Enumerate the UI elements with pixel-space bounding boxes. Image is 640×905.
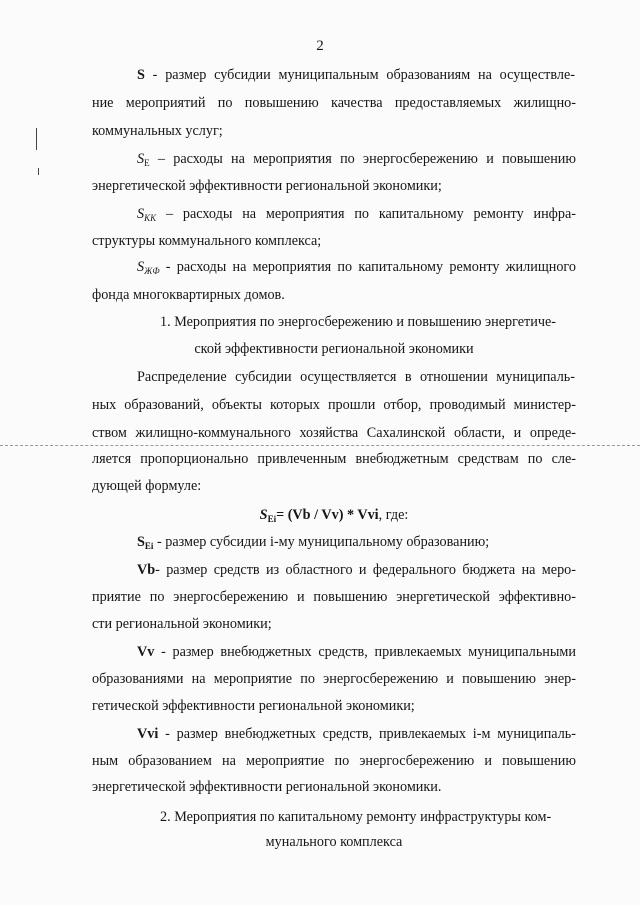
section-1-paragraph-line-5: дующей формуле: (92, 478, 202, 494)
symbol-sei: $S_{Ei}$ (137, 534, 154, 551)
vv-definition-line-1: Vv - размер внебюджетных средств, привлекаемых муниципальными (137, 644, 576, 660)
szhf-definition-line-2: фонда многоквартирных домов. (92, 287, 285, 303)
section-1-paragraph-line-3: ством жилищно-коммунального хозяйства Сахалинской области, и опреде- (92, 425, 576, 441)
page-number: 2 (316, 38, 324, 54)
symbol-s: S (137, 67, 145, 83)
section-1-paragraph-line-2: ных образований, объекты которых прошли отбор, проводимый министер- (92, 397, 576, 413)
section-1-paragraph-line-4: ляется пропорционально привлеченным внебюджетным средствам по сле- (92, 451, 576, 467)
symbol-vb: Vb (137, 562, 156, 578)
szhf-definition-line-1: $S_{ЖФ}$ - расходы на мероприятия по капитальному ремонту жилищного (137, 259, 576, 276)
vb-definition-line-2: приятие по энергосбережению и повышению энергетической эффективно- (92, 589, 576, 605)
vv-definition-line-2: образованиями на мероприятие по энергосбережению и повышению энер- (92, 671, 576, 687)
section-2-heading-line-1: 2. Мероприятия по капитальному ремонту инфраструктуры ком- (160, 809, 552, 825)
section-1-heading-line-2: ской эффективности региональной экономики (194, 341, 474, 357)
section-2-heading-line-2: мунального комплекса (265, 834, 403, 850)
s-definition-line-2: ние мероприятий по повышению качества предоставляемых жилищно- (92, 95, 576, 111)
symbol-vv: Vv (137, 644, 155, 660)
symbol-se: $S_E$ (137, 151, 150, 168)
skk-definition-line-1: $S_{KK}$ – расходы на мероприятия по капитальному ремонту инфра- (137, 206, 576, 223)
section-1-paragraph-line-1: Распределение субсидии осуществляется в отношении муниципаль- (137, 369, 575, 385)
s-definition-line-1: S - размер субсидии муниципальным образованиям на осуществле- (137, 67, 575, 83)
formula-rhs: = (Vb / Vv) * Vvi (276, 507, 379, 523)
margin-mark (36, 128, 37, 150)
margin-mark (38, 168, 39, 175)
vvi-definition-line-3: энергетической эффективности региональной экономики. (92, 779, 442, 795)
formula (92, 506, 576, 524)
skk-definition-line-2: структуры коммунального комплекса; (92, 233, 322, 249)
s-definition-line-3: коммунальных услуг; (92, 123, 223, 139)
symbol-vvi: Vvi (137, 726, 159, 742)
vvi-definition-line-2: ным образованием на мероприятие по энергосбережению и повышению (92, 753, 576, 769)
se-definition-line-2: энергетической эффективности региональной экономики; (92, 178, 442, 194)
se-definition-line-1: $S_E$ – расходы на мероприятия по энергосбережению и повышению (137, 151, 576, 168)
symbol-szhf: $S_{ЖФ}$ (137, 259, 160, 276)
sei-definition: $S_{Ei}$ - размер субсидии i-му муниципальному образованию; (137, 534, 490, 551)
formula-tail: , где: (378, 507, 409, 523)
formula-lhs: $S_{Ei}$ (259, 507, 277, 524)
scan-dashed-line (0, 445, 640, 446)
section-1-heading-line-1: 1. Мероприятия по энергосбережению и повышению энергетиче- (160, 314, 556, 330)
vb-definition-line-1: Vb- размер средств из областного и федерального бюджета на меро- (137, 562, 576, 578)
vv-definition-line-3: гетической эффективности региональной экономики; (92, 698, 415, 714)
symbol-skk: $S_{KK}$ (137, 206, 157, 223)
vvi-definition-line-1: Vvi - размер внебюджетных средств, привлекаемых i-м муниципаль- (137, 726, 576, 742)
vb-definition-line-3: сти региональной экономики; (92, 616, 272, 632)
